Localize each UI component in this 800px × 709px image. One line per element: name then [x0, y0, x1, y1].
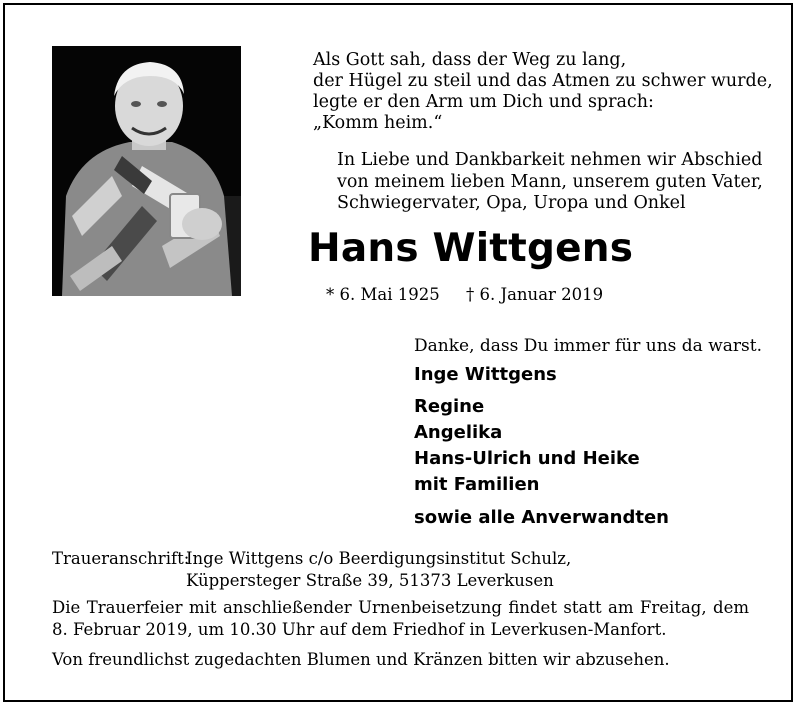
poem-line: Als Gott sah, dass der Weg zu lang,: [313, 50, 627, 70]
death-date: † 6. Januar 2019: [466, 285, 604, 304]
intro-line: In Liebe und Dankbarkeit nehmen wir Abschied: [337, 150, 763, 170]
child-name: Hans-Ulrich und Heike: [414, 448, 640, 469]
child-name: Angelika: [414, 422, 503, 443]
intro-line: Schwiegervater, Opa, Uropa und Onkel: [337, 193, 686, 213]
poem: [313, 50, 773, 134]
address-label: Traueranschrift:: [52, 549, 190, 568]
thanks-line: Danke, dass Du immer für uns da warst.: [414, 336, 762, 356]
farewell-intro: [337, 150, 763, 215]
relatives-line: sowie alle Anverwandten: [414, 507, 669, 528]
family-children: [414, 394, 640, 498]
ceremony-info: [52, 597, 749, 641]
poem-line: der Hügel zu steil und das Atmen zu schwer wurde,: [313, 71, 773, 91]
ceremony-line: 8. Februar 2019, um 10.30 Uhr auf dem Friedhof in Leverkusen-Manfort.: [52, 620, 667, 639]
deceased-name: Hans Wittgens: [308, 226, 634, 271]
poem-line: legte er den Arm um Dich und sprach:: [313, 92, 654, 112]
address-line: Inge Wittgens c/o Beerdigungsinstitut Schulz,: [186, 549, 572, 568]
spouse-name: Inge Wittgens: [414, 364, 557, 385]
birth-date: * 6. Mai 1925: [326, 285, 440, 304]
child-name: Regine: [414, 396, 485, 417]
family-spouse: [414, 362, 557, 388]
family-relatives: [414, 505, 669, 531]
closing-note: Von freundlichst zugedachten Blumen und Kränzen bitten wir abzusehen.: [52, 650, 670, 669]
ceremony-line: Die Trauerfeier mit anschließender Urnenbeisetzung findet statt am Freitag, dem: [52, 598, 749, 617]
intro-line: von meinem lieben Mann, unserem guten Vater,: [337, 171, 763, 192]
address-line: Küppersteger Straße 39, 51373 Leverkusen: [186, 571, 554, 590]
child-name: mit Familien: [414, 474, 540, 495]
poem-line: „Komm heim.“: [313, 113, 443, 133]
portrait-illustration: [52, 46, 241, 296]
portrait-photo: [52, 46, 241, 296]
